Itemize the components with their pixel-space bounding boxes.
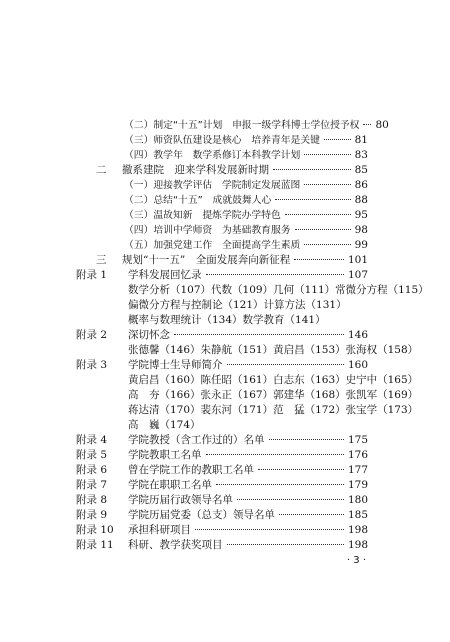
detail-line — [0, 313, 450, 328]
entry-title — [96, 163, 269, 178]
leader-dots — [285, 214, 351, 215]
detail-text: 概率与数理统计（134）数学教育（141） — [128, 314, 326, 326]
appendix-title: 深切怀念 — [128, 329, 170, 341]
appendix-label: 附录 4 — [76, 434, 108, 446]
entry-page: 95 — [354, 209, 368, 221]
detail-text: 数学分析（107）代数（109）几何（111）常微分方程（115） — [128, 284, 429, 296]
toc-section — [0, 253, 450, 268]
entry-page: 177 — [347, 464, 368, 476]
appendix-entry — [0, 463, 450, 478]
entry-page: 185 — [347, 509, 368, 521]
section-title: 规划“十一五” 全面发展奔向新征程 — [122, 254, 291, 266]
detail-line — [0, 418, 450, 433]
entry-page: 180 — [347, 494, 368, 506]
entry-title: （三）师资队伍建设是核心 培养青年是关键 — [124, 135, 320, 146]
detail-text: 高 巍（174） — [128, 419, 201, 431]
detail-line — [0, 373, 450, 388]
appendix-label: 附录 11 — [76, 539, 114, 551]
entry-title — [76, 328, 170, 343]
entry-title: （四）培训中学师资 为基础教育服务 — [124, 225, 291, 236]
entry-title — [76, 433, 265, 448]
appendix-title: 曾在学院工作的教职工名单 — [128, 464, 254, 476]
leader-dots — [304, 244, 350, 245]
entry-title: （二）总结“十五” 成就鼓舞人心 — [124, 195, 272, 206]
detail-text: 蒋达清（170）裴东河（171）范 猛（172）张宝学（173） — [128, 404, 419, 416]
appendix-entry — [0, 433, 450, 448]
appendix-entry — [0, 478, 450, 493]
leader-dots — [227, 544, 344, 545]
leader-dots — [258, 469, 344, 470]
entry-title: （二）制定“十五”计划 申报一级学科博士学位授予权 — [124, 120, 360, 131]
appendix-label: 附录 2 — [76, 329, 108, 341]
appendix-title: 学院教职工名单 — [128, 449, 202, 461]
section-number: 二 — [96, 164, 107, 176]
appendix-title: 学院博士生导师简介 — [128, 359, 223, 371]
leader-dots — [275, 199, 350, 200]
detail-text: 黄启昌（160）陈任昭（161）白志东（163）史宁中（165） — [128, 374, 419, 386]
entry-title — [76, 523, 191, 538]
detail-line — [0, 343, 450, 358]
entry-page: 98 — [354, 224, 368, 236]
entry-page: 198 — [347, 524, 368, 536]
entry-page: 80 — [375, 119, 389, 131]
detail-text: 高 夯（166）张永正（167）郭建华（168）张凯军（169） — [128, 389, 419, 401]
appendix-label: 附录 5 — [76, 449, 108, 461]
entry-title — [76, 538, 223, 553]
leader-dots — [174, 334, 344, 335]
appendix-label: 附录 7 — [76, 479, 108, 491]
leader-dots — [206, 454, 344, 455]
appendix-title: 学科发展回忆录 — [128, 269, 202, 281]
leader-dots — [237, 499, 344, 500]
toc-entry — [0, 178, 450, 193]
detail-line — [0, 403, 450, 418]
toc-entry — [0, 148, 450, 163]
toc-entry — [0, 118, 450, 133]
entry-page: 160 — [347, 359, 368, 371]
appendix-entry — [0, 358, 450, 373]
leader-dots — [227, 364, 344, 365]
appendix-title: 学院历届党委（总支）领导名单 — [128, 509, 275, 521]
toc-entry — [0, 208, 450, 223]
appendix-label: 附录 1 — [76, 269, 108, 281]
leader-dots — [363, 124, 371, 125]
toc-entry — [0, 193, 450, 208]
detail-line — [0, 298, 450, 313]
entry-title — [76, 463, 254, 478]
entry-title: （五）加强党建工作 全面提高学生素质 — [124, 240, 301, 251]
appendix-title: 科研、教学获奖项目 — [128, 539, 223, 551]
leader-dots — [304, 154, 350, 155]
leader-dots — [324, 139, 351, 140]
entry-title: （四）教学年 数学系修订本科教学计划 — [124, 150, 301, 161]
entry-page: 176 — [347, 449, 368, 461]
appendix-entry — [0, 493, 450, 508]
entry-title — [76, 268, 202, 283]
entry-page: 99 — [354, 239, 368, 251]
entry-page: 198 — [347, 539, 368, 551]
appendix-entry — [0, 523, 450, 538]
appendix-title: 学院教授（含工作过的）名单 — [128, 434, 265, 446]
entry-title — [76, 493, 233, 508]
appendix-title: 学院历届行政领导名单 — [128, 494, 233, 506]
detail-text: 张德馨（146）朱静航（151）黄启昌（153）张海权（158） — [128, 344, 419, 356]
entry-page: 85 — [354, 164, 368, 176]
entry-page: 86 — [354, 179, 368, 191]
appendix-entry — [0, 508, 450, 523]
entry-page: 179 — [347, 479, 368, 491]
detail-text: 偏微分方程与控制论（121）计算方法（131） — [128, 299, 347, 311]
entry-title: （一）迎接教学评估 学院制定发展蓝图 — [124, 180, 301, 191]
appendix-label: 附录 3 — [76, 359, 108, 371]
detail-line — [0, 388, 450, 403]
appendix-label: 附录 8 — [76, 494, 108, 506]
appendix-entry — [0, 448, 450, 463]
appendix-entry — [0, 268, 450, 283]
entry-title — [76, 448, 202, 463]
leader-dots — [206, 274, 344, 275]
entry-page: 175 — [347, 434, 368, 446]
page-number: · 3 · — [346, 555, 366, 566]
leader-dots — [304, 184, 350, 185]
entry-page: 83 — [354, 149, 368, 161]
entry-title — [96, 253, 290, 268]
entry-title — [76, 358, 223, 373]
entry-page: 101 — [347, 254, 368, 266]
entry-title — [76, 478, 212, 493]
leader-dots — [294, 259, 344, 260]
entry-title — [76, 508, 275, 523]
entry-page: 146 — [347, 329, 368, 341]
appendix-entry — [0, 538, 450, 553]
appendix-label: 附录 10 — [76, 524, 114, 536]
entry-title: （三）温故知新 提炼学院办学特色 — [124, 210, 281, 221]
leader-dots — [216, 484, 344, 485]
entry-page: 88 — [354, 194, 368, 206]
leader-dots — [279, 514, 344, 515]
appendix-label: 附录 6 — [76, 464, 108, 476]
leader-dots — [273, 169, 351, 170]
section-title: 撤系建院 迎来学科发展新时期 — [122, 164, 269, 176]
entry-page: 81 — [354, 134, 368, 146]
appendix-title: 承担科研项目 — [128, 524, 191, 536]
toc-entry — [0, 238, 450, 253]
appendix-entry — [0, 328, 450, 343]
toc-entry — [0, 223, 450, 238]
detail-line — [0, 283, 450, 298]
leader-dots — [269, 439, 344, 440]
leader-dots — [195, 529, 344, 530]
entry-page: 107 — [347, 269, 368, 281]
toc-entry — [0, 133, 450, 148]
leader-dots — [295, 229, 351, 230]
appendix-title: 学院在职职工名单 — [128, 479, 212, 491]
toc-section — [0, 163, 450, 178]
section-number: 三 — [96, 254, 107, 266]
appendix-label: 附录 9 — [76, 509, 108, 521]
